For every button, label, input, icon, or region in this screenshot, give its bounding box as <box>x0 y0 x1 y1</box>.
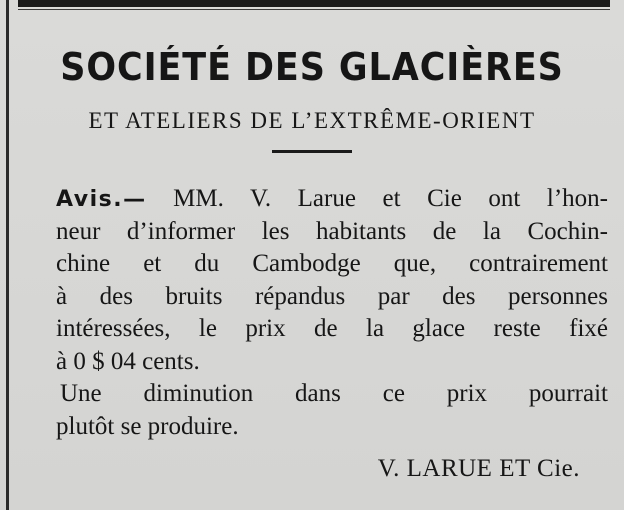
notice-line-3: chine et du Cambodge que, contrairement <box>56 250 608 277</box>
title-divider <box>272 150 352 153</box>
notice-line-8: plutôt se produire. <box>56 412 239 440</box>
notice-body <box>56 183 608 443</box>
top-rule-thin <box>18 9 610 10</box>
left-column-rule <box>6 0 9 510</box>
signature: V. LARUE ET Cie. <box>377 455 580 482</box>
notice-line-1 <box>56 183 608 216</box>
notice-line-2: neur d’informer les habitants de la Cochin- <box>56 217 608 245</box>
notice-line-6: à 0 $ 04 cents. <box>56 347 200 375</box>
top-rule <box>18 0 610 7</box>
notice-line-5: intéressées, le prix de la glace reste fixé <box>56 315 608 342</box>
ad-subtitle: ET ATELIERS DE L’EXTRÊME-ORIENT <box>88 108 536 133</box>
ad-title: SOCIÉTÉ DES GLACIÈRES <box>60 45 564 89</box>
notice-text: MM. V. Larue et Cie ont l’hon- <box>173 185 608 212</box>
notice-line-4: à des bruits répandus par des personnes <box>56 282 608 310</box>
notice-line-7: Une diminution dans ce prix pourrait <box>60 380 608 407</box>
notice-lead: Avis.— <box>56 187 147 212</box>
